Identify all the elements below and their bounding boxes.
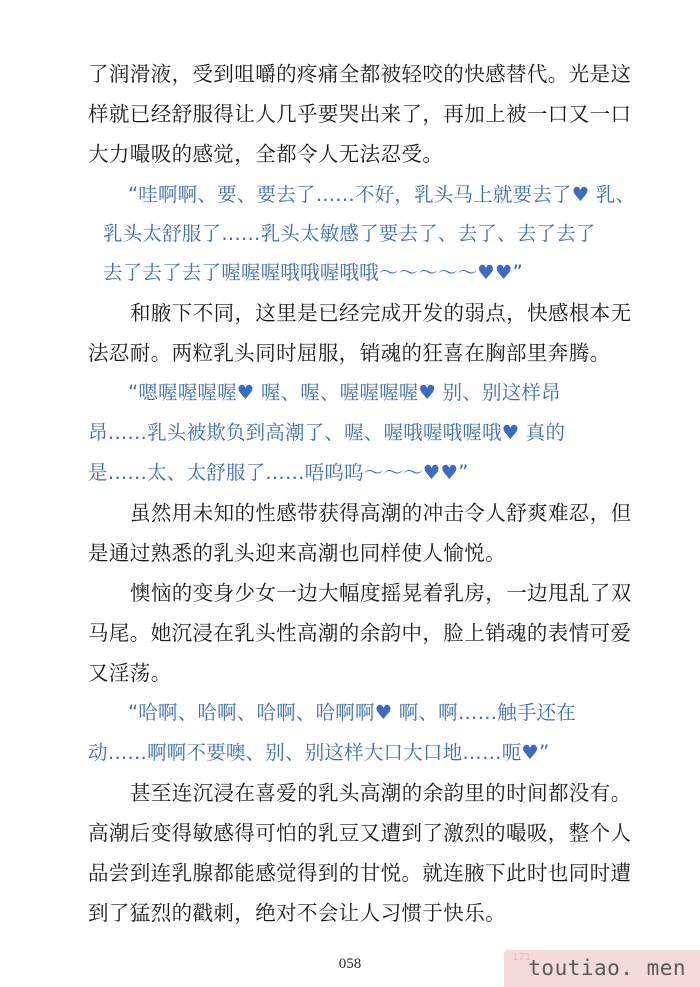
narration-line: 高潮后变得敏感得可怕的乳豆又遭到了激烈的嘬吸，整个人: [88, 821, 632, 845]
narration-line: 和腋下不同，这里是已经完成开发的弱点，快感根本无: [130, 301, 632, 325]
dialog-line: 去了去了去了喔喔喔哦哦喔哦哦～～～～～♥♥”: [103, 261, 523, 284]
dialog-line: 是……太、太舒服了……唔呜呜～～～♥♥”: [88, 461, 469, 484]
page-number: 058: [338, 956, 362, 972]
narration-line: 又淫荡。: [88, 661, 172, 685]
dialog-line: “哇啊啊、要、要去了……不好，乳头马上就要去了♥ 乳、: [128, 183, 636, 206]
narration-line: 到了猛烈的戳刺，绝对不会让人习惯于快乐。: [88, 901, 506, 925]
dialog-line: 动……啊啊不要噢、别、别这样大口大口地……呃♥”: [88, 741, 550, 764]
watermark: [504, 950, 700, 987]
narration-line: 虽然用未知的性感带获得高潮的冲击令人舒爽难忍，但: [130, 501, 632, 525]
narration-line: 大力嘬吸的感觉，全都令人无法忍受。: [88, 142, 444, 166]
dialog-line: 乳头太舒服了……乳头太敏感了要去了、去了、去了去了: [103, 222, 596, 245]
narration-line: 懊恼的变身少女一边大幅度摇晃着乳房，一边甩乱了双: [130, 581, 632, 605]
dialog-line: “嗯喔喔喔喔♥ 喔、喔、喔喔喔喔♥ 别、别这样昂: [128, 381, 561, 404]
narration-line: 马尾。她沉浸在乳头性高潮的余韵中，脸上销魂的表情可爱: [88, 621, 632, 645]
dialog-line: “哈啊、哈啊、哈啊、哈啊啊♥ 啊、啊……触手还在: [128, 701, 577, 724]
narration-line: 了润滑液，受到咀嚼的疼痛全都被轻咬的快感替代。光是这: [88, 62, 632, 86]
watermark-faint-text: 171: [512, 952, 532, 963]
narration-line: 样就已经舒服得让人几乎要哭出来了，再加上被一口又一口: [88, 102, 632, 126]
dialog-line: 昂……乳头被欺负到高潮了、喔、喔哦喔哦喔哦♥ 真的: [88, 421, 566, 444]
narration-line: 甚至连沉浸在喜爱的乳头高潮的余韵里的时间都没有。: [130, 781, 632, 805]
narration-line: 品尝到连乳腺都能感觉得到的甘悦。就连腋下此时也同时遭: [88, 861, 632, 885]
watermark-text: toutiao. men: [528, 956, 686, 980]
narration-line: 法忍耐。两粒乳头同时屈服，销魂的狂喜在胸部里奔腾。: [88, 341, 611, 365]
narration-line: 是通过熟悉的乳头迎来高潮也同样使人愉悦。: [88, 541, 506, 565]
